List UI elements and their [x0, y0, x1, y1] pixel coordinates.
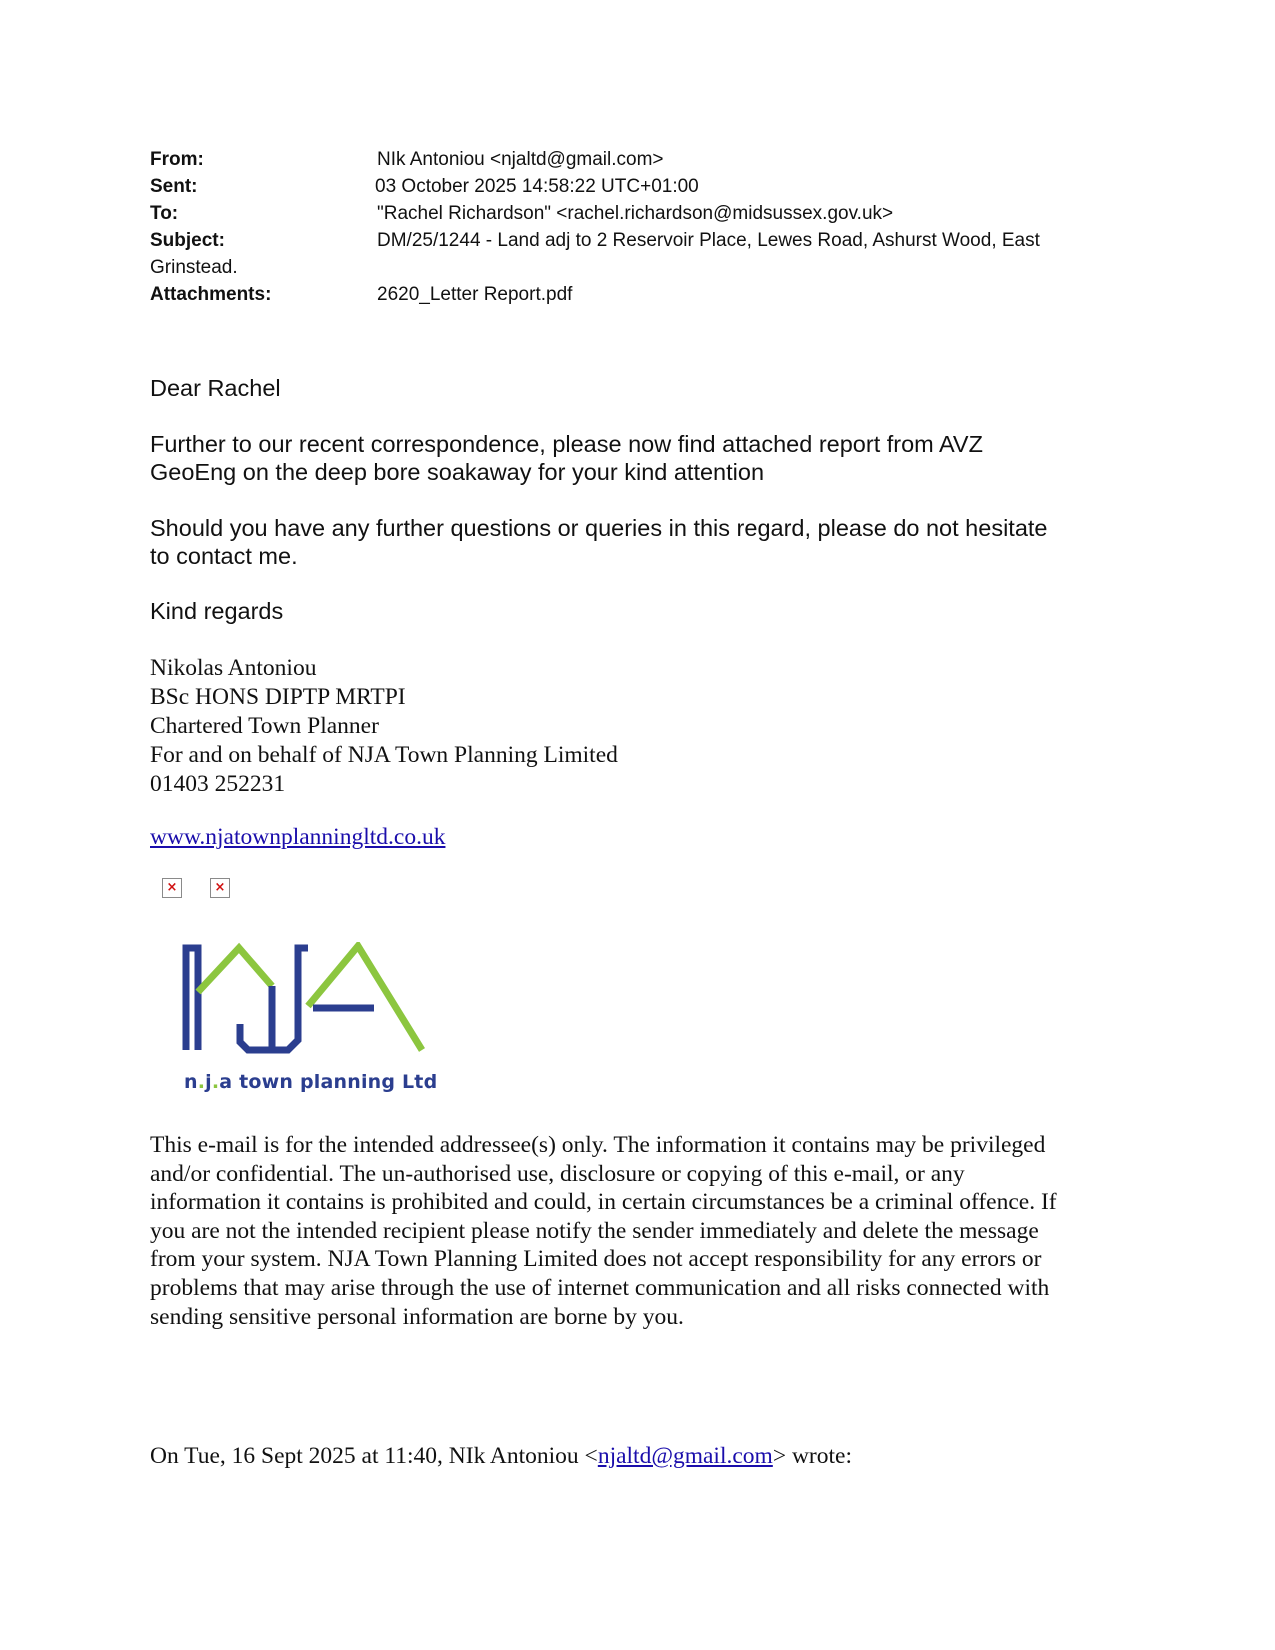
from-value: NIk Antoniou <njaltd@gmail.com>	[377, 149, 664, 170]
subject-label: Subject:	[150, 230, 225, 251]
to-row	[150, 200, 1150, 227]
logo-roof-left	[198, 948, 272, 992]
to-value: "Rachel Richardson" <rachel.richardson@midsussex.gov.uk>	[377, 203, 894, 224]
logo-text	[184, 1071, 437, 1093]
subject-row	[150, 227, 1150, 254]
website-wrapper	[150, 823, 445, 852]
attachment-file[interactable]: 2620_Letter Report.pdf	[377, 284, 573, 305]
to-label: To:	[150, 203, 179, 224]
disclaimer-line: sending sensitive personal information are borne by you.	[150, 1303, 684, 1330]
website-link[interactable]: www.njatownplanningltd.co.uk	[150, 824, 446, 850]
greeting: Dear Rachel	[150, 375, 281, 401]
subject-value: DM/25/1244 - Land adj to 2 Reservoir Place, Lewes Road, Ashurst Wood, East	[377, 230, 1040, 251]
logo-j-mark	[272, 986, 284, 1050]
from-label: From:	[150, 149, 204, 170]
sent-row	[150, 173, 1150, 200]
quoted-prefix: On Tue, 16 Sept 2025 at 11:40, NIk Antoniou <	[150, 1443, 598, 1469]
sent-value: 03 October 2025 14:58:22 UTC+01:00	[375, 176, 699, 197]
subject-value-continued: Grinstead.	[150, 257, 238, 278]
subject-row-continued	[150, 254, 1150, 281]
paragraph-1	[150, 430, 1130, 486]
email-header	[150, 146, 1150, 308]
signature-qualifications: BSc HONS DIPTP MRTPI	[150, 684, 406, 710]
paragraph-2-line-2: to contact me.	[150, 543, 298, 569]
paragraph-1-line-2: GeoEng on the deep bore soakaway for your kind attention	[150, 459, 765, 485]
quoted-email-link[interactable]: njaltd@gmail.com	[597, 1443, 773, 1469]
signature-phone: 01403 252231	[150, 771, 286, 797]
logo-text-dot: .	[197, 1071, 206, 1093]
logo-text-dot: .	[211, 1071, 220, 1093]
signature-role: Chartered Town Planner	[150, 713, 379, 739]
disclaimer-line: This e-mail is for the intended addressee(s) only. The information it contains may be privileged	[150, 1132, 1046, 1158]
logo-text-n: n	[184, 1071, 198, 1093]
broken-image-icon: ×	[210, 878, 230, 898]
logo-text-suffix: a town planning Ltd	[219, 1071, 438, 1093]
sent-label: Sent:	[150, 176, 198, 197]
disclaimer-line: and/or confidential. The un-authorised use, disclosure or copying of this e-mail, or any	[150, 1160, 965, 1187]
signature-company: For and on behalf of NJA Town Planning Limited	[150, 742, 618, 768]
disclaimer-line: problems that may arise through the use of internet communication and all risks connected with	[150, 1274, 1050, 1301]
quoted-reply-header	[150, 1442, 852, 1471]
broken-images	[162, 878, 230, 898]
paragraph-2	[150, 514, 1130, 570]
quoted-suffix: > wrote:	[772, 1443, 852, 1469]
broken-image-icon: ×	[162, 878, 182, 898]
disclaimer-line: you are not the intended recipient please notify the sender immediately and delete the message	[150, 1217, 1039, 1244]
logo-text-j: j	[205, 1071, 212, 1093]
paragraph-1-line-1: Further to our recent correspondence, please now find attached report from AVZ	[150, 431, 983, 457]
signature	[150, 654, 618, 799]
logo-a-mark	[308, 946, 422, 1050]
disclaimer-line: information it contains is prohibited and could, in certain circumstances be a criminal offence. If	[150, 1189, 1057, 1216]
disclaimer	[150, 1131, 1110, 1331]
attachments-row	[150, 281, 1150, 308]
logo-n-mark	[186, 948, 198, 1050]
closing: Kind regards	[150, 598, 284, 624]
signature-name: Nikolas Antoniou	[150, 655, 317, 681]
attachments-label: Attachments:	[150, 284, 272, 305]
from-row	[150, 146, 1150, 173]
disclaimer-line: from your system. NJA Town Planning Limited does not accept responsibility for any errors or	[150, 1246, 1042, 1273]
paragraph-2-line-1: Should you have any further questions or queries in this regard, please do not hesitate	[150, 515, 1048, 541]
